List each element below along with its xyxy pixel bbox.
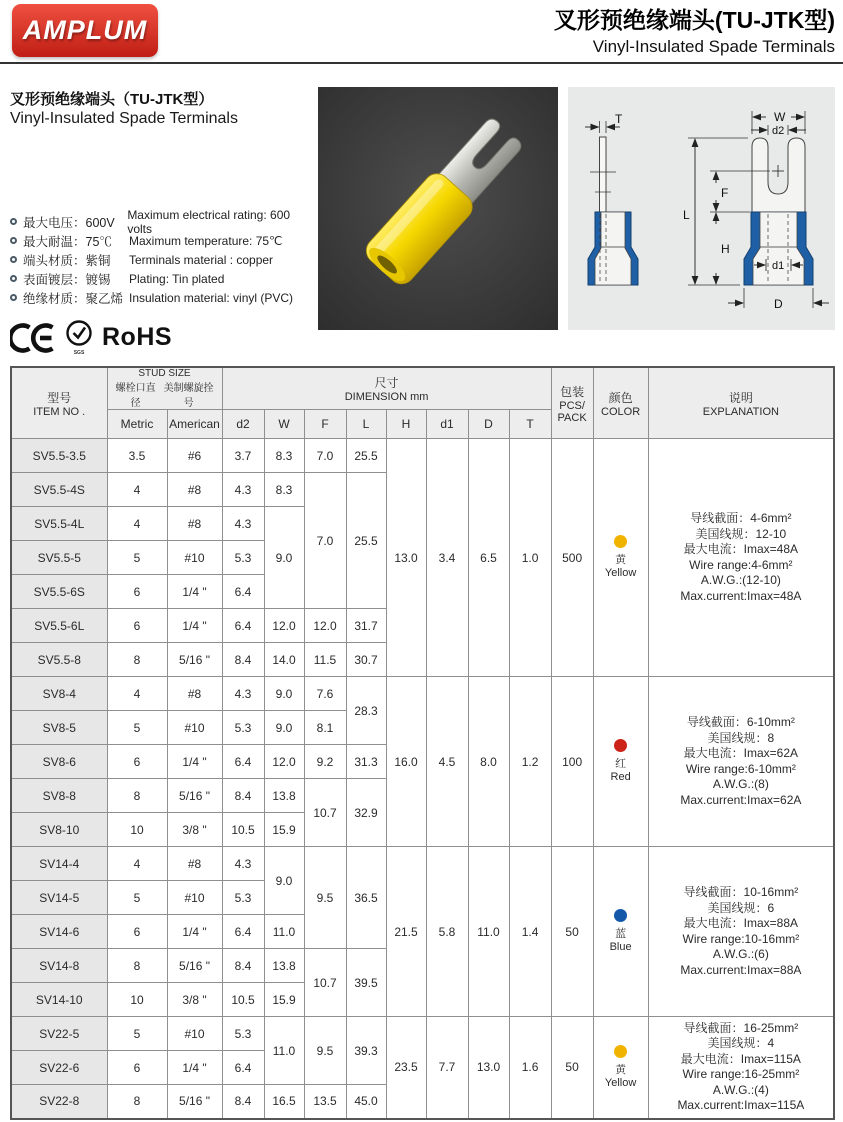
spec-label-en: Insulation material: vinyl (PVC) [129, 290, 294, 305]
item-cell: SV22-5 [11, 1017, 107, 1051]
color-cell: 黄 Yellow [593, 439, 648, 677]
col-header-h: H [386, 410, 426, 439]
item-cell: SV8-8 [11, 779, 107, 813]
item-cell: SV5.5-6L [11, 609, 107, 643]
item-cell: SV8-6 [11, 745, 107, 779]
spec-row [10, 288, 315, 307]
item-cell: SV5.5-5 [11, 541, 107, 575]
table-row: SV8-6 6 1/4 " 6.4 12.0 9.2 31.3 [11, 745, 834, 779]
table-row: SV8-8 8 5/16 " 8.4 13.8 10.7 32.9 [11, 779, 834, 813]
color-cell: 红 Red [593, 677, 648, 847]
certification-logos [10, 319, 315, 356]
table-row: SV5.5-5 5 #10 5.3 [11, 541, 834, 575]
dim-label-l: L [683, 208, 690, 222]
table-row: SV22-5 5 #10 5.3 11.0 9.5 39.3 23.5 7.7 13.0 1.6 50 黄 Yellow 导线截面：16-25mm² 美国线规：4 最大电流：Imax=115A Wire range:16-25mm² A.W.G.:(4) Max.current:Imax=115A [11, 1017, 834, 1051]
item-cell: SV14-5 [11, 881, 107, 915]
bullet-icon [10, 256, 17, 263]
col-header-l: L [346, 410, 386, 439]
bullet-icon [10, 294, 17, 301]
table-row: SV22-6 6 1/4 " 6.4 [11, 1051, 834, 1085]
item-cell: SV8-10 [11, 813, 107, 847]
spec-table [10, 366, 835, 1120]
col-header-t: T [509, 410, 551, 439]
bullet-icon [10, 218, 17, 225]
spec-label-en: Terminals material : copper [129, 252, 274, 267]
spec-label-en: Maximum electrical rating: 600 volts [127, 207, 291, 236]
col-header-d1: d1 [426, 410, 468, 439]
table-header-row-1 [11, 367, 834, 410]
dim-label-h: H [721, 242, 730, 256]
spec-list [10, 207, 315, 307]
dim-label-f: F [721, 186, 729, 200]
col-header-f: F [304, 410, 346, 439]
item-cell: SV5.5-3.5 [11, 439, 107, 473]
page-title-en: Vinyl-Insulated Spade Terminals [592, 37, 835, 56]
dim-label-d1: d1 [772, 260, 785, 272]
product-title-en: Vinyl-Insulated Spade Terminals [10, 110, 238, 127]
table-row: SV8-4 4 #8 4.3 9.0 7.6 28.3 16.0 4.5 8.0 1.2 100 红 Red 导线截面：6-10mm² 美国线规：8 最大电流：Imax=62A Wire range:6-10mm² A.W.G.:(8) Max.current:Imax=62A [11, 677, 834, 711]
table-row: SV14-5 5 #10 5.3 [11, 881, 834, 915]
product-info [10, 88, 315, 356]
table-row: SV5.5-3.5 3.5 #6 3.7 8.3 7.0 25.5 13.0 3.4 6.5 1.0 500 黄 Yellow 导线截面：4-6mm² 美国线规：12-10 最大电流：Imax=48A Wire range:4-6mm² A.W.G.:(12-10) Max.current:Imax=48A [11, 439, 834, 473]
item-cell: SV8-5 [11, 711, 107, 745]
item-cell: SV5.5-6S [11, 575, 107, 609]
col-header-item: 型号 ITEM NO . [11, 367, 107, 439]
item-cell: SV14-6 [11, 915, 107, 949]
item-cell: SV5.5-4S [11, 473, 107, 507]
explanation-cell: 导线截面：16-25mm² 美国线规：4 最大电流：Imax=115A Wire range:16-25mm² A.W.G.:(4) Max.current:Imax=115A [648, 1017, 834, 1119]
item-cell: SV14-10 [11, 983, 107, 1017]
table-row: SV14-8 8 5/16 " 8.4 13.8 10.7 39.5 [11, 949, 834, 983]
header-divider [0, 62, 843, 64]
spec-label-cn: 最大耐温：75℃ [23, 234, 112, 249]
item-cell: SV14-4 [11, 847, 107, 881]
col-header-pack: 包装 PCS/ PACK [551, 367, 593, 439]
dim-label-d: D [774, 297, 783, 311]
col-header-d: D [468, 410, 509, 439]
table-row: SV14-6 6 1/4 " 6.4 11.0 [11, 915, 834, 949]
table-row: SV5.5-6S 6 1/4 " 6.4 [11, 575, 834, 609]
terminal-photo-illustration [318, 87, 558, 330]
page-title-cn: 叉形预绝缘端头(TU-JTK型) [553, 7, 835, 33]
dim-label-t: T [615, 112, 623, 126]
spec-label-cn: 最大电压：600V [23, 215, 115, 230]
spec-row [10, 231, 315, 250]
table-row: SV5.5-4S 4 #8 4.3 8.3 7.0 25.5 [11, 473, 834, 507]
table-row: SV5.5-6L 6 1/4 " 6.4 12.0 12.0 31.7 [11, 609, 834, 643]
col-header-explanation: 说明 EXPLANATION [648, 367, 834, 439]
explanation-cell: 导线截面：10-16mm² 美国线规：6 最大电流：Imax=88A Wire range:10-16mm² A.W.G.:(6) Max.current:Imax=88A [648, 847, 834, 1017]
dim-label-d2: d2 [772, 125, 785, 137]
dim-label-w: W [774, 110, 786, 124]
color-dot [614, 1045, 627, 1058]
color-cell: 蓝 Blue [593, 847, 648, 1017]
col-header-stud-size: STUD SIZE 螺栓口直径 美制螺旋拴号 [107, 367, 222, 410]
item-cell: SV8-4 [11, 677, 107, 711]
table-row: SV8-10 10 3/8 " 10.5 15.9 [11, 813, 834, 847]
col-header-color: 颜色 COLOR [593, 367, 648, 439]
product-photo [318, 87, 558, 330]
col-header-dimension: 尺寸 DIMENSION mm [222, 367, 551, 410]
bullet-icon [10, 237, 17, 244]
item-cell: SV14-8 [11, 949, 107, 983]
table-row: SV14-4 4 #8 4.3 9.0 9.5 36.5 21.5 5.8 11.0 1.4 50 蓝 Blue 导线截面：10-16mm² 美国线规：6 最大电流：Imax=88A Wire range:10-16mm² A.W.G.:(6) Max.current:Imax=88A [11, 847, 834, 881]
col-header-american: American [167, 410, 222, 439]
ce-mark-icon [10, 323, 56, 353]
item-cell: SV5.5-8 [11, 643, 107, 677]
color-cell: 黄 Yellow [593, 1017, 648, 1119]
brand-logo: AMPLUM [12, 4, 158, 57]
spec-label-cn: 绝缘材质：聚乙烯 [23, 291, 124, 306]
table-row: SV22-8 8 5/16 " 8.4 16.5 13.5 45.0 [11, 1085, 834, 1119]
spec-label-cn: 表面镀层：镀锡 [23, 272, 111, 287]
dimension-diagram-drawing [568, 87, 835, 330]
spec-label-en: Plating: Tin plated [129, 271, 225, 286]
color-dot [614, 909, 627, 922]
item-cell: SV5.5-4L [11, 507, 107, 541]
dimension-diagram [568, 87, 835, 330]
item-cell: SV22-8 [11, 1085, 107, 1119]
spec-row [10, 250, 315, 269]
page-header [554, 2, 835, 57]
col-header-metric: Metric [107, 410, 167, 439]
color-dot [614, 739, 627, 752]
sgs-cert-icon: SGS [65, 319, 93, 356]
table-row: SV5.5-4L 4 #8 4.3 9.0 [11, 507, 834, 541]
explanation-cell: 导线截面：6-10mm² 美国线规：8 最大电流：Imax=62A Wire range:6-10mm² A.W.G.:(8) Max.current:Imax=62A [648, 677, 834, 847]
table-row: SV14-10 10 3/8 " 10.5 15.9 [11, 983, 834, 1017]
spec-label-cn: 端头材质：紫铜 [23, 253, 111, 268]
spec-label-en: Maximum temperature: 75℃ [129, 233, 283, 248]
table-row: SV8-5 5 #10 5.3 9.0 8.1 [11, 711, 834, 745]
spec-row [10, 269, 315, 288]
explanation-cell: 导线截面：4-6mm² 美国线规：12-10 最大电流：Imax=48A Wire range:4-6mm² A.W.G.:(12-10) Max.current:Imax=48A [648, 439, 834, 677]
bullet-icon [10, 275, 17, 282]
product-title-cn: 叉形预绝缘端头（TU-JTK型） [10, 91, 214, 108]
spec-row [10, 207, 315, 236]
col-header-w: W [264, 410, 304, 439]
col-header-d2: d2 [222, 410, 264, 439]
item-cell: SV22-6 [11, 1051, 107, 1085]
color-dot [614, 535, 627, 548]
rohs-label: RoHS [102, 323, 173, 351]
table-row: SV5.5-8 8 5/16 " 8.4 14.0 11.5 30.7 [11, 643, 834, 677]
